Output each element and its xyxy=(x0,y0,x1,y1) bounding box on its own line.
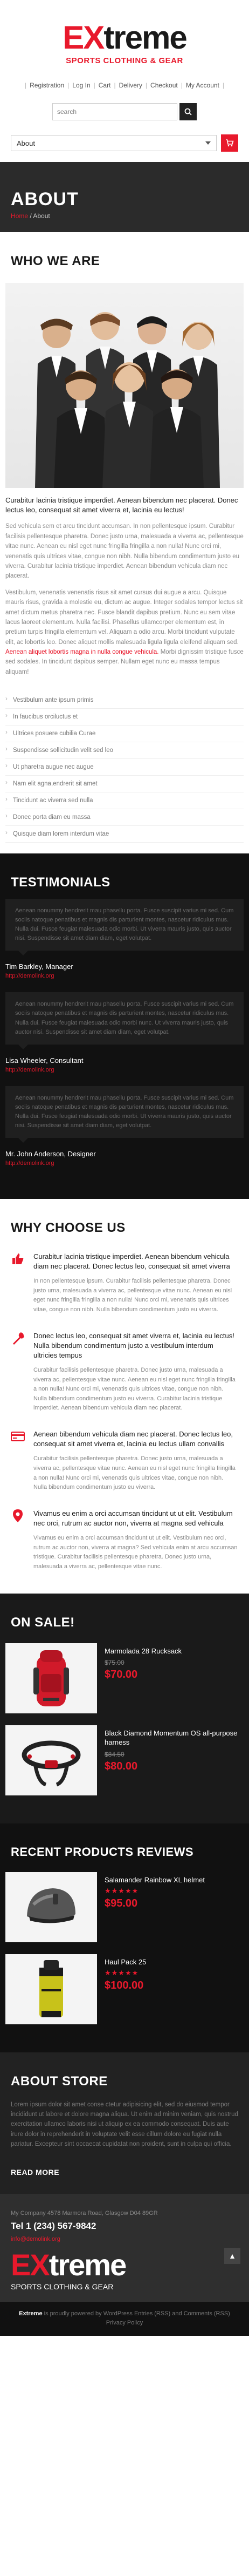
rating-stars: ★★★★★ xyxy=(105,1969,139,1977)
helmet-image[interactable] xyxy=(5,1872,97,1942)
list-item[interactable]: › Ut pharetra augue nec augue xyxy=(5,759,244,776)
page-title: ABOUT xyxy=(11,189,79,209)
product-old-price: $75.00 xyxy=(105,1659,124,1667)
main-menu-row xyxy=(11,134,238,152)
who-paragraph-1: Sed vehicula sem et arcu tincidunt accumsan. In non pellentesque ipsum. Curabitur facilisis pellentesque pharetra. Donec justo urna, malesuada a viverra ac, pellentesque vitae nunc. Aenean eu nisl eget nunc fringilla fringilla a non nulla! Nunc orci mi, venenatis quis ultrices vitae, congue non nibh. Nulla bibendum condimentum justo eu viverra. Curabitur lacinia tristique imperdiet. Aenean bibendum vehicula diam nec placerat. xyxy=(5,523,244,580)
breadcrumb-home[interactable]: Home xyxy=(11,212,29,220)
footer-logo-subtitle: SPORTS CLOTHING & GEAR xyxy=(11,2282,114,2291)
nav-delivery[interactable]: Delivery xyxy=(119,82,142,89)
list-item[interactable]: › Quisque diam lorem interdum vitae xyxy=(5,826,244,843)
testimonial xyxy=(5,992,244,1074)
top-nav: | Registration | Log In | Cart | Delivery | Checkout | My Account | xyxy=(24,82,225,89)
product-price: $70.00 xyxy=(105,1669,138,1681)
footer-powered-text: is proudly powered by WordPress Entries (RSS) and Comments (RSS) xyxy=(44,2310,230,2317)
footer-logo[interactable]: EXtreme xyxy=(11,2247,126,2282)
testimonial xyxy=(5,899,244,980)
map-pin-icon xyxy=(11,1509,26,1572)
search-icon xyxy=(184,108,192,116)
feature-text: Vivamus eu enim a orci accumsan tincidunt ut ut elit. Vestibulum nec orci, rutrum ac auctor non, viverra at magna? Sed vehicula enim at arcu accumsan tristique. Curabitur facilisis pellentesque pharetra. Donec justo urna, malesuada a viverra ac, pellentesque vitae nunc. xyxy=(33,1535,238,1570)
feature-item xyxy=(11,1331,238,1414)
footer-phone: Tel 1 (234) 567-9842 xyxy=(11,2220,96,2231)
footer-address: My Company 4578 Marmora Road, Glasgow D04 89GR xyxy=(11,2209,158,2216)
page-title-banner xyxy=(0,162,249,232)
wrench-icon xyxy=(11,1331,26,1414)
list-item[interactable]: › Donec porta diam eu massa xyxy=(5,809,244,826)
logo-ex: EX xyxy=(63,19,104,56)
arrow-up-icon: ▲ xyxy=(229,2251,236,2260)
feature-heading: Curabitur lacinia tristique imperdiet. Aenean bibendum vehicula diam nec placerat. Donec lectus leo, consequat sit amet viverra xyxy=(33,1252,230,1270)
review-product-card[interactable] xyxy=(5,1872,244,1942)
logo-rest: treme xyxy=(103,19,186,56)
menu-select-value: About xyxy=(17,139,35,147)
footer xyxy=(0,2194,249,2302)
list-item[interactable]: › Tincidunt ac viverra sed nulla xyxy=(5,792,244,809)
section-title: ABOUT STORE xyxy=(11,2073,108,2089)
credit-card-icon xyxy=(11,1429,26,1493)
nav-login[interactable]: Log In xyxy=(72,82,91,89)
testimonial-link[interactable]: http://demolink.org xyxy=(5,973,54,980)
team-photo xyxy=(5,283,244,488)
feature-text: In non pellentesque ipsum. Curabitur facilisis pellentesque pharetra. Donec justo urna, malesuada a viverra ac, pellentesque vitae nunc. Aenean eu nisl eget nunc fringilla fringilla a non nulla! Nunc orci mi, venenatis quis ultrices vitae, congue non nibh. Nulla bibendum condimentum justo eu viverra. xyxy=(33,1278,232,1313)
testimonial-quote: Aenean nonummy hendrerit mau phasellu porta. Fusce suscipit varius mi sed. Cum sociis natoque penatibus et magnis dis parturient montes, nascetur ridiculus mus. Nulla dui. Fusce feugiat malesuada odio morbi. Ut viverra mauris justo, quis auctor nisi. Suspendisse sit amet diam diam, eget volutpat. xyxy=(5,1086,244,1138)
product-price: $80.00 xyxy=(105,1760,138,1772)
privacy-policy-link[interactable]: Privacy Policy xyxy=(106,2320,143,2327)
search-input[interactable] xyxy=(52,103,177,120)
logo-subtitle: SPORTS CLOTHING & GEAR xyxy=(66,56,183,65)
thumbs-up-icon xyxy=(11,1252,26,1315)
chevron-down-icon xyxy=(205,141,211,145)
section-title: WHO WE ARE xyxy=(11,254,100,268)
feature-heading: Vivamus eu enim a orci accumsan tincidunt ut ut elit. Vestibulum nec orci, rutrum ac auctor non, viverra at magna sed vehicula xyxy=(33,1509,233,1528)
who-lead-text: Curabitur lacinia tristique imperdiet. Aenean bibendum nec placerat. Donec lectus leo, consequat sit amet viverra et, lacinia eu lectus! xyxy=(5,496,238,514)
on-sale-section xyxy=(0,1594,249,1823)
about-store-text: Lorem ipsum dolor sit amet conse ctetur adipisicing elit, sed do eiusmod tempor incididunt ut labore et dolore magna aliqua. Ut enim ad minim veniam, quis nostrud exercitation ullamco laboris nisi ut aliquip ex ea commodo consequat. Duis aute irure dolor in reprehenderit in voluptate velit esse cillum dolore eu fugiat nulla pariatur. Excepteur sint occaecat cupidatat non proident, sunt in culpa qui officia. xyxy=(11,2101,238,2148)
section-title: ON SALE! xyxy=(11,1615,75,1630)
testimonial xyxy=(5,1086,244,1168)
breadcrumb-current: About xyxy=(33,212,50,220)
feature-text: Curabitur facilisis pellentesque pharetra. Donec justo urna, malesuada a viverra ac, pellentesque vitae nunc. Aenean eu nisl eget nunc fringilla fringilla a non nulla! Nunc orci mi, venenatis quis ultrices vitae, congue non nibh. Nulla bibendum condimentum justo eu viverra. xyxy=(33,1455,236,1491)
haul-pack-image[interactable] xyxy=(5,1954,97,2024)
about-store-section xyxy=(0,2052,249,2194)
footer-email[interactable]: info@demolink.org xyxy=(11,2235,60,2242)
breadcrumb: Home / About xyxy=(11,212,50,220)
feature-text: Curabitur facilisis pellentesque pharetra. Donec justo urna, malesuada a viverra ac, pellentesque vitae nunc. Aenean eu nisl eget nunc fringilla fringilla a non nulla! Nunc orci mi, venenatis quis ultrices vitae, congue non nibh. Nulla bibendum condimentum justo eu viverra. Curabitur lacinia tristique imperdiet. Aenean bibendum vehicula diam nec placerat. xyxy=(33,1367,236,1412)
testimonial-quote: Aenean nonummy hendrerit mau phasellu porta. Fusce suscipit varius mi sed. Cum sociis natoque penatibus et magnis dis parturient montes, nascetur ridiculus mus. Nulla dui. Fusce feugiat malesuada odio morbi. Ut viverra mauris justo, quis auctor nisi. Suspendisse sit amet diam diam, eget volutpat. xyxy=(5,899,244,951)
review-product-card[interactable] xyxy=(5,1954,244,2024)
footer-brand: Extreme xyxy=(19,2310,43,2317)
testimonial-link[interactable]: http://demolink.org xyxy=(5,1160,54,1167)
nav-cart[interactable]: Cart xyxy=(98,82,111,89)
site-header xyxy=(0,0,249,162)
product-price: $95.00 xyxy=(105,1897,138,1910)
cart-icon xyxy=(225,139,234,147)
rating-stars: ★★★★★ xyxy=(105,1887,139,1895)
backpack-image[interactable] xyxy=(5,1643,97,1713)
product-name[interactable]: Black Diamond Momentum OS all-purpose harness xyxy=(105,1728,238,1747)
harness-image[interactable] xyxy=(5,1725,97,1795)
list-item[interactable]: › Ultrices posuere cubilia Curae xyxy=(5,726,244,742)
product-price: $100.00 xyxy=(105,1980,144,1992)
search-button[interactable] xyxy=(179,103,197,120)
testimonial-link[interactable]: http://demolink.org xyxy=(5,1066,54,1073)
search-bar xyxy=(11,103,238,120)
main-menu-select[interactable] xyxy=(11,135,217,151)
nav-registration[interactable]: Registration xyxy=(30,82,65,89)
testimonial-quote: Aenean nonummy hendrerit mau phasellu porta. Fusce suscipit varius mi sed. Cum sociis natoque penatibus et magnis dis parturient montes, nascetur ridiculus mus. Nulla dui. Fusce feugiat malesuada odio morbi nunc. Ut viverra mauris justo, quis auctor nisi. Suspendisse sit amet diam diam, eget volutpat. xyxy=(5,992,244,1044)
why-choose-us-section xyxy=(0,1199,249,1594)
product-name[interactable]: Salamander Rainbow XL helmet xyxy=(105,1875,205,1884)
feature-item xyxy=(11,1509,238,1572)
testimonial-author: Mr. John Anderson, Designer xyxy=(5,1149,96,1158)
who-we-are-section xyxy=(0,232,249,853)
who-inline-link[interactable]: Aenean aliquet lobortis magna in nulla congue vehicula. xyxy=(5,649,159,656)
product-card[interactable] xyxy=(5,1725,244,1795)
who-bullet-list xyxy=(5,692,244,843)
feature-item xyxy=(11,1429,238,1493)
feature-heading: Donec lectus leo, consequat sit amet viverra et, lacinia eu lectus! Nulla bibendum condimentum justo a vestibulum interdum ultricies tempus xyxy=(33,1331,234,1359)
product-old-price: $84.50 xyxy=(105,1750,124,1758)
read-more-link[interactable]: READ MORE xyxy=(11,2167,60,2177)
section-title: WHY CHOOSE US xyxy=(11,1220,126,1235)
section-title: TESTIMONIALS xyxy=(11,875,110,890)
list-item[interactable]: › In faucibus orciluctus et xyxy=(5,709,244,726)
product-name[interactable]: Haul Pack 25 xyxy=(105,1957,147,1966)
feature-heading: Aenean bibendum vehicula diam nec placerat. Donec lectus leo, consequat sit amet viverra et, lacinia eu lectus ullam convallis xyxy=(33,1430,233,1448)
scroll-to-top-button[interactable] xyxy=(224,2248,240,2264)
logo[interactable] xyxy=(11,0,238,65)
who-paragraph-2: Vestibulum, venenatis venenatis risus sit amet cursus dui augue a arcu. Quisque mauris risus, gravida a molestie eu, dictum ac augue. Integer sodales tempor lectus sit amet dictum metus pharetra nec. Fusce blandit dapibus pretium. Nunc eu sem vitae lacus laoreet elementum. Nulla facilisi. Phasellus ullamcorper elementum est, in pretium turpis fringilla elementum vel. Aliquam a odio arcu. Morbi tincidunt vulputate elit, ac lobortis leo. Donec aliquet mollis malesuada ligula ligula eleifend aliquam sed. Aenean aliquet lobortis magna in nulla congue vehicula. Morbi dignissim tristique fusce sed sodales. In tincidunt dapibus semper. Nullam eget nunc eu massa tempus aliquam! xyxy=(5,589,244,675)
testimonials-section xyxy=(0,853,249,1199)
feature-item xyxy=(11,1252,238,1315)
product-card[interactable] xyxy=(5,1643,244,1713)
cart-button[interactable] xyxy=(221,134,238,152)
footer-bottom-bar xyxy=(0,2302,249,2336)
list-item[interactable]: › Vestibulum ante ipsum primis xyxy=(5,692,244,709)
product-name[interactable]: Marmolada 28 Rucksack xyxy=(105,1646,182,1655)
team-people-image xyxy=(5,283,244,488)
recent-reviews-section xyxy=(0,1823,249,2052)
testimonial-author: Lisa Wheeler, Consultant xyxy=(5,1056,84,1065)
section-title: RECENT PRODUCTS REVIEWS xyxy=(11,1845,194,1859)
list-item[interactable]: › Nam elit agna,endrerit sit amet xyxy=(5,776,244,792)
nav-checkout[interactable]: Checkout xyxy=(150,82,178,89)
testimonial-author: Tim Barkley, Manager xyxy=(5,962,73,971)
list-item[interactable]: › Suspendisse sollicitudin velit sed leo xyxy=(5,742,244,759)
nav-my-account[interactable]: My Account xyxy=(185,82,219,89)
